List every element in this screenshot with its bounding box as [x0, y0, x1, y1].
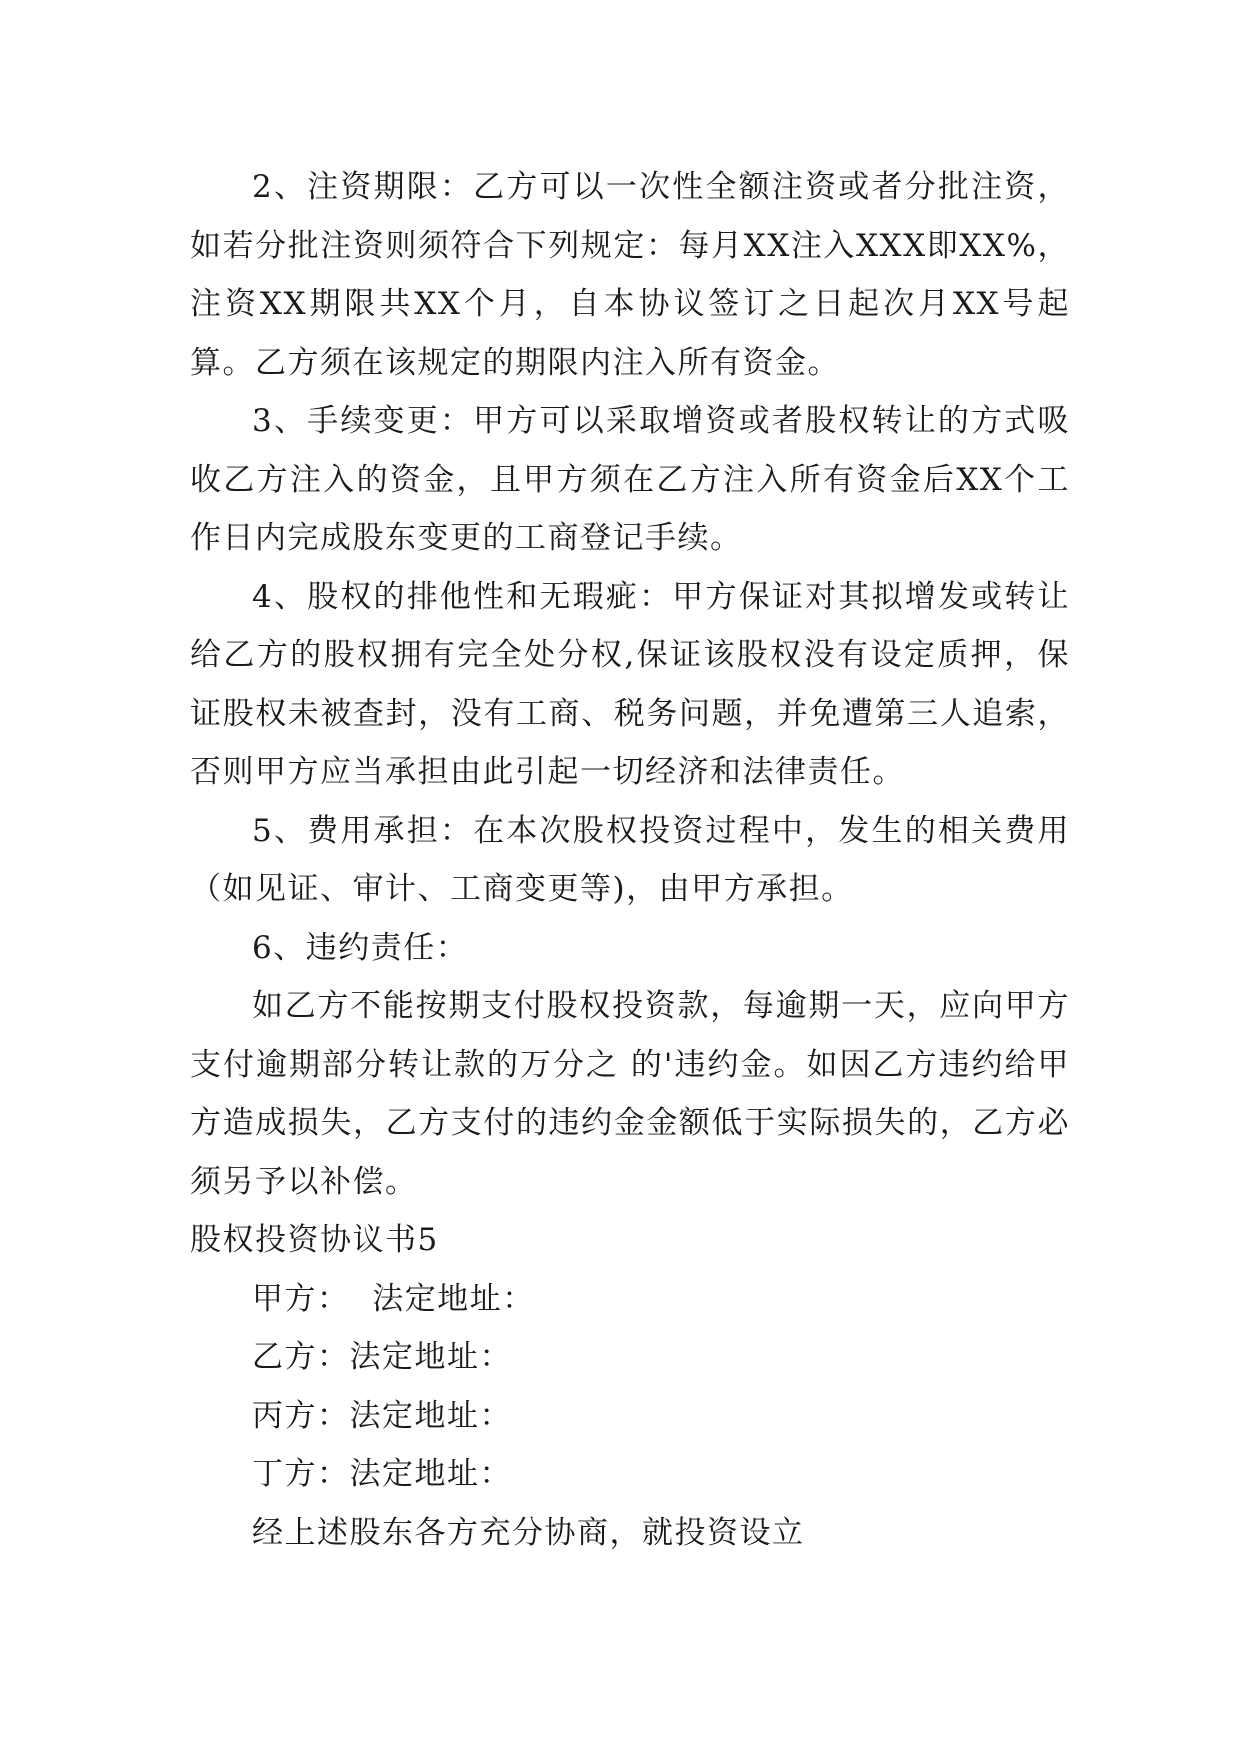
party-d-line: 丁方：法定地址：	[252, 1456, 512, 1492]
closing-line: 经上述股东各方充分协商，就投资设立	[252, 1514, 805, 1551]
paragraph-liability-heading: 6、违约责任：	[252, 929, 469, 966]
document-body	[190, 158, 1070, 1562]
party-c-line: 丙方：法定地址：	[252, 1397, 512, 1434]
paragraph-capital-injection-period: 2、注资期限：乙方可以一次性全额注资或者分批注资，如若分批注资则须符合下列规定：每月XX注入XXX即XX%，注资XX期限共XX个月，自本协议签订之日起次月XX号起算。乙方须在该规定的期限内注入所有资金。	[190, 169, 1070, 381]
party-b-line: 乙方：法定地址：	[252, 1339, 512, 1375]
paragraph-equity-exclusivity: 4、股权的排他性和无瑕疵：甲方保证对其拟增发或转让给乙方的股权拥有完全处分权,保证该股权没有设定质押，保证股权未被查封，没有工商、税务问题，并免遭第三人追索，否则甲方应当承担由此引起一切经济和法律责任。	[190, 578, 1070, 790]
paragraph-procedure-change: 3、手续变更：甲方可以采取增资或者股权转让的方式吸收乙方注入的资金，且甲方须在乙方注入所有资金后XX个工作日内完成股东变更的工商登记手续。	[190, 403, 1070, 556]
party-a-line: 甲方： 法定地址：	[252, 1280, 535, 1317]
section-title: 股权投资协议书5	[190, 1222, 439, 1258]
paragraph-expense-bearing: 5、费用承担：在本次股权投资过程中，发生的相关费用（如见证、审计、工商变更等)，由甲方承担。	[190, 812, 1070, 907]
paragraph-liability-detail: 如乙方不能按期支付股权投资款，每逾期一天，应向甲方支付逾期部分转让款的万分之 的'违约金。如因乙方违约给甲方造成损失，乙方支付的违约金金额低于实际损失的，乙方必须另予以补偿。	[190, 988, 1070, 1200]
